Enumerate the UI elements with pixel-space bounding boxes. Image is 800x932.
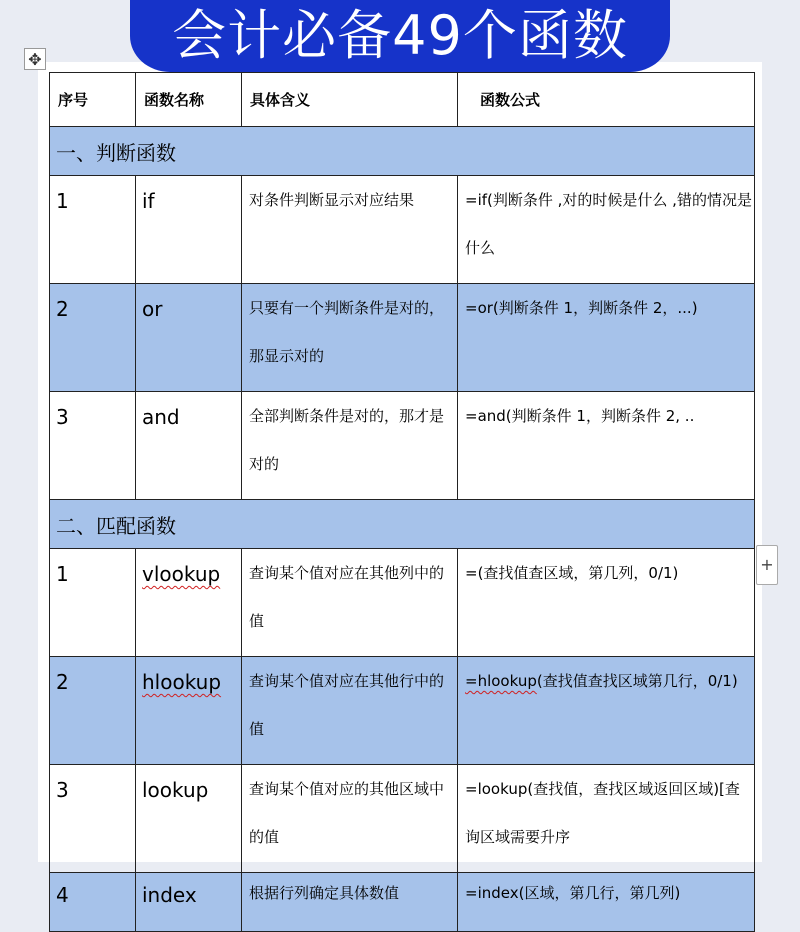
row-meaning: 对条件判断显示对应结果 bbox=[242, 176, 458, 284]
row-function-name: and bbox=[136, 392, 242, 500]
row-index: 4 bbox=[50, 873, 136, 932]
table-row bbox=[50, 392, 755, 500]
row-meaning: 查询某个值对应在其他列中的值 bbox=[242, 549, 458, 657]
table-header-row bbox=[50, 73, 755, 127]
row-formula: =or(判断条件 1，判断条件 2，...) bbox=[458, 284, 755, 392]
spellcheck-word: hlookup bbox=[142, 670, 222, 694]
header-meaning: 具体含义 bbox=[242, 73, 458, 127]
table-move-handle-icon[interactable]: ✥ bbox=[24, 48, 46, 70]
table-row bbox=[50, 284, 755, 392]
row-formula: =and(判断条件 1，判断条件 2, .. bbox=[458, 392, 755, 500]
row-function-name: index bbox=[136, 873, 242, 932]
formula-function: =hlookup bbox=[465, 672, 537, 690]
row-meaning: 查询某个值对应在其他行中的值 bbox=[242, 657, 458, 765]
row-function-name bbox=[136, 657, 242, 765]
row-index: 3 bbox=[50, 765, 136, 873]
row-index: 1 bbox=[50, 176, 136, 284]
row-formula: =lookup(查找值，查找区域返回区域)[查询区域需要升序 bbox=[458, 765, 755, 873]
section-label: 一、判断函数 bbox=[50, 127, 755, 176]
row-index: 1 bbox=[50, 549, 136, 657]
table-row bbox=[50, 176, 755, 284]
row-meaning: 只要有一个判断条件是对的，那显示对的 bbox=[242, 284, 458, 392]
row-formula: =(查找值查区域，第几列，0/1) bbox=[458, 549, 755, 657]
add-column-button[interactable]: + bbox=[756, 545, 778, 585]
table-row bbox=[50, 873, 755, 932]
section-label: 二、匹配函数 bbox=[50, 500, 755, 549]
row-function-name: lookup bbox=[136, 765, 242, 873]
formula-args: (查找值查找区域第几行，0/1) bbox=[536, 672, 738, 690]
title-banner bbox=[130, 0, 670, 72]
row-function-name: or bbox=[136, 284, 242, 392]
row-formula bbox=[458, 657, 755, 765]
table-row bbox=[50, 765, 755, 873]
section-row-matching bbox=[50, 500, 755, 549]
row-meaning: 查询某个值对应的其他区域中的值 bbox=[242, 765, 458, 873]
row-function-name: if bbox=[136, 176, 242, 284]
table-row bbox=[50, 549, 755, 657]
row-index: 2 bbox=[50, 284, 136, 392]
header-index: 序号 bbox=[50, 73, 136, 127]
row-meaning: 根据行列确定具体数值 bbox=[242, 873, 458, 932]
section-row-judgment bbox=[50, 127, 755, 176]
spellcheck-word: vlookup bbox=[142, 562, 221, 586]
row-index: 2 bbox=[50, 657, 136, 765]
row-formula: =if(判断条件 ,对的时候是什么 ,错的情况是什么 bbox=[458, 176, 755, 284]
function-table bbox=[49, 72, 755, 932]
row-index: 3 bbox=[50, 392, 136, 500]
row-meaning: 全部判断条件是对的，那才是对的 bbox=[242, 392, 458, 500]
header-function-name: 函数名称 bbox=[136, 73, 242, 127]
row-formula: =index(区域，第几行，第几列) bbox=[458, 873, 755, 932]
table-row bbox=[50, 657, 755, 765]
header-formula: 函数公式 bbox=[458, 73, 755, 127]
page-title: 会计必备49个函数 bbox=[172, 4, 628, 67]
row-function-name bbox=[136, 549, 242, 657]
